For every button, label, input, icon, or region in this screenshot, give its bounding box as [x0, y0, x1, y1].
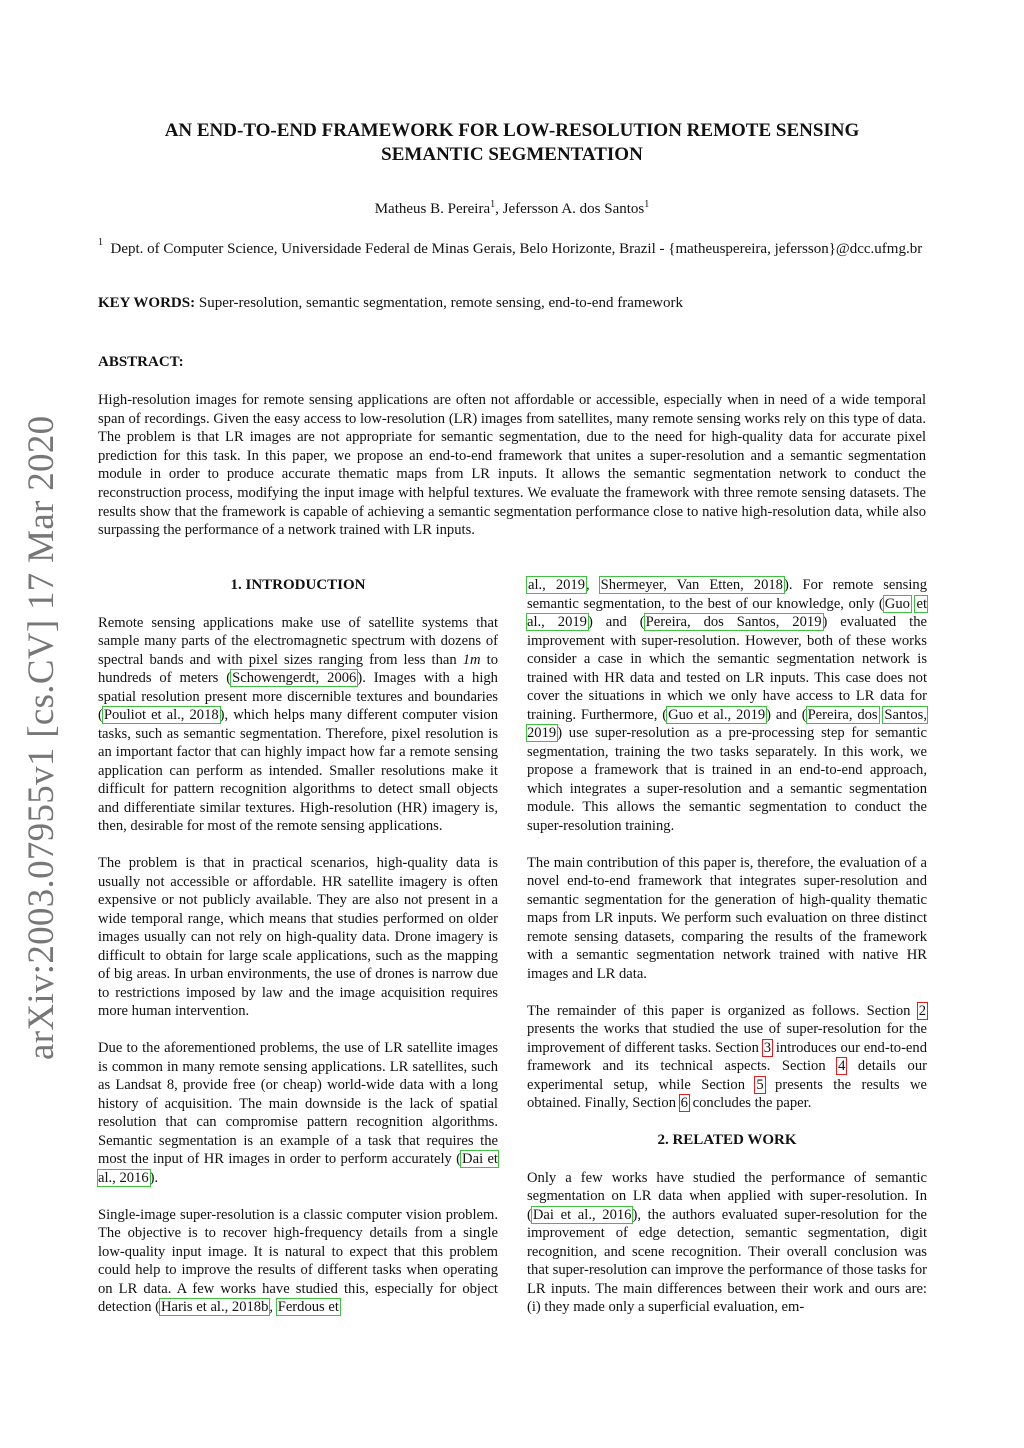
left-column	[98, 576, 498, 1335]
keywords-label: KEY WORDS:	[98, 295, 196, 311]
paragraph: Only a few works have studied the performance of semantic segmentation on LR data when applied with super-resolution. In (Dai et al., 2016), the authors evaluated super-resolution for the improvement of edge detection, semantic segmentation, digit recognition, and scene recognition. Their overall conclusion was that super-resolution can improve the performance of those tasks for LR inputs. The main differences between their work and ours are: (i) they made only a superficial evaluation, em-	[527, 1169, 927, 1315]
citation-link[interactable]: Dai et al., 2016	[98, 1151, 498, 1186]
citation-link[interactable]: Ferdous et	[277, 1299, 339, 1315]
abstract-heading: ABSTRACT:	[98, 354, 184, 370]
section-ref-link[interactable]: 3	[763, 1039, 772, 1056]
citation-link[interactable]: et al., 2019	[527, 595, 928, 630]
paragraph: Remote sensing applications make use of satellite systems that sample many parts of the electromagnetic spectrum with dozens of spectral bands and with pixel sizes ranging from less than 1m to hundreds of meters (Schowengerdt, 2006). Images with a high spatial resolution present more discernible textures and boundaries (Pouliot et al., 2018), which helps many different computer vision tasks, such as semantic segmentation. Therefore, pixel resolution is an important factor that can highly impact how far a remote sensing application can perform as intended. Smaller resolutions make it difficult for pattern recognition algorithms to detect small objects and differentiate similar textures. High-resolution (HR) imagery is, then, desirable for most of the remote sensing applications.	[98, 614, 498, 834]
section-ref-link[interactable]: 4	[838, 1058, 846, 1074]
section-heading-related-work: 2. RELATED WORK	[657, 1132, 797, 1148]
paragraph: al., 2019, Shermeyer, Van Etten, 2018). For remote sensing semantic segmentation, to the best of our knowledge, only (Guo et al., 2019) and (Pereira, dos Santos, 2019) evaluated the improvement with super-resolution. However, both of these works consider a case in which the semantic segmentation network is trained with HR data and tested on LR inputs. This case does not cover the situations in which we only have access to LR data for training. Furthermore, (Guo et al., 2019) and (Pereira, dos Santos, 2019) use super-resolution as a pre-processing step for semantic segmentation, training the two tasks separately. In this work, we propose a framework that is trained in an end-to-end approach, which integrates a super-resolution and a semantic segmentation module. This allows the semantic segmentation to conduct the super-resolution training.	[527, 577, 928, 834]
right-column	[527, 576, 927, 1335]
paragraph: The main contribution of this paper is, therefore, the evaluation of a novel end-to-end framework that integrates super-resolution and semantic segmentation for the generation of high-quality thematic maps from LR inputs. We perform such evaluation on three distinct remote sensing datasets, comparing the results of the framework with a semantic segmentation network trained with native HR images and LR data.	[527, 854, 927, 982]
citation-link[interactable]: Shermeyer, Van Etten, 2018	[600, 577, 783, 593]
citation-link[interactable]: al., 2019	[528, 577, 586, 593]
affiliation: $^1$ Dept. of Computer Science, Universidade Federal de Minas Gerais, Belo Horizonte, Brazil - {matheuspereira, jefersson}@dcc.ufmg.br	[98, 237, 923, 257]
citation-link[interactable]: Guo et al., 2019	[668, 706, 766, 723]
abstract-text: High-resolution images for remote sensing applications are often not affordable or accessible, especially when in need of a wide temporal span of recordings. Given the easy access to low-resolution (LR) images from satellites, many remote sensing works rely on this type of data. The problem is that LR images are not appropriate for semantic segmentation, due to the need for high-quality data for accurate pixel prediction for this task. In this paper, we propose an end-to-end framework that unites a super-resolution and a semantic segmentation module in order to produce accurate thematic maps from LR inputs. It allows the semantic segmentation network to conduct the reconstruction process, modifying the input image with helpful textures. We evaluate the framework with three remote sensing datasets. The results show that the framework is capable of achieving a semantic segmentation performance close to native high-resolution data, while also surpassing the performance of a network trained with LR inputs.	[98, 392, 926, 539]
author-name: , Jefersson A. dos Santos	[495, 201, 645, 217]
citation-link[interactable]: Pouliot et al., 2018	[103, 707, 219, 723]
paper-title: AN END-TO-END FRAMEWORK FOR LOW-RESOLUTION REMOTE SENSING SEMANTIC SEGMENTATION	[164, 120, 860, 165]
citation-link[interactable]: Pereira, dos	[807, 706, 878, 723]
keywords: KEY WORDS: Super-resolution, semantic segmentation, remote sensing, end-to-end framework	[98, 295, 684, 311]
author-list	[98, 199, 926, 218]
arxiv-identifier: arXiv:2003.07955v1 [cs.CV] 17 Mar 2020	[21, 415, 62, 1060]
citation-link[interactable]: Pereira, dos Santos, 2019	[645, 614, 822, 630]
citation-link[interactable]: Guo	[884, 595, 910, 612]
citation-link[interactable]: Dai et al., 2016	[532, 1206, 632, 1223]
citation-link[interactable]: Haris et al., 2018b	[161, 1299, 269, 1315]
section-heading-introduction: 1. INTRODUCTION	[230, 577, 366, 593]
paragraph: Single-image super-resolution is a classic computer vision problem. The objective is to recover high-frequency details from a single low-quality input image. It is natural to expect that this problem could help to improve the results of different tasks when operating on LR data. A few works have studied this, especially for object detection (Haris et al., 2018b, Ferdous et	[98, 1206, 498, 1315]
citation-link[interactable]: Santos, 2019	[527, 706, 927, 741]
section-ref-link[interactable]: 6	[680, 1095, 688, 1111]
citation-link[interactable]: Schowengerdt, 2006	[232, 670, 357, 686]
affiliation-mark: 1	[490, 199, 496, 210]
paragraph: The remainder of this paper is organized as follows. Section 2 presents the works that studied the use of super-resolution for the improvement of different tasks. Section 3 introduces our end-to-end framework and its technical aspects. Section 4 details our experimental setup, while Section 5 presents the results we obtained. Finally, Section 6 concludes the paper.	[527, 1002, 927, 1111]
paragraph: Due to the aforementioned problems, the use of LR satellite images is common in many remote sensing applications. LR satellites, such as Landsat 8, provide free (or cheap) world-wide data with a long history of acquisition. The main downside is the lack of spatial resolution that can compromise pattern recognition algorithms. Semantic segmentation is an example of a task that requires the most the input of HR images in order to perform accurately (Dai et al., 2016).	[98, 1040, 498, 1186]
section-ref-link[interactable]: 2	[918, 1002, 926, 1019]
affiliation-mark: 1	[98, 237, 103, 248]
affiliation-mark: 1	[644, 199, 650, 210]
paragraph: The problem is that in practical scenarios, high-quality data is usually not accessible or affordable. HR satellite imagery is often expensive or not publicly available. They are also not present in a wide temporal range, which means that studies performed on older images usually can not rely on high-quality data. Drone imagery is difficult to obtain for large scale applications, such as the mapping of big areas. In urban environments, the use of drones is narrow due to restrictions imposed by law and the image acquisition requires more human intervention.	[98, 855, 498, 1019]
author-name: Matheus B. Pereira	[374, 201, 491, 217]
section-ref-link[interactable]: 5	[756, 1076, 764, 1093]
